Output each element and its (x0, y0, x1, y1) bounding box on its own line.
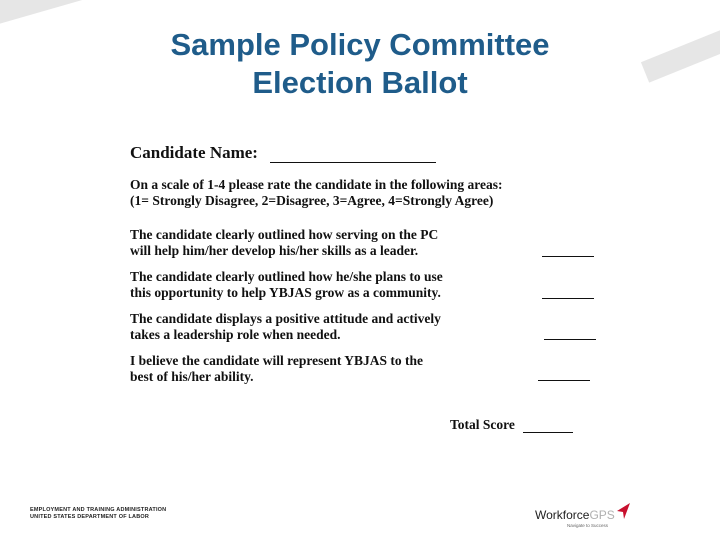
rating-item-line: this opportunity to help YBJAS grow as a community. (130, 285, 441, 300)
eta-footer (30, 507, 166, 521)
rating-item-text (130, 353, 530, 385)
rating-item-3 (130, 311, 600, 343)
ballot-form (130, 143, 600, 432)
total-score-label: Total Score (450, 417, 515, 432)
rating-instructions (130, 177, 600, 209)
dol-name: UNITED STATES DEPARTMENT OF LABOR (30, 514, 150, 520)
rating-item-text (130, 269, 530, 301)
rating-item-line: takes a leadership role when needed. (130, 327, 341, 342)
rating-blank (538, 380, 590, 381)
rating-item-line: The candidate clearly outlined how serving on the PC (130, 227, 439, 242)
logo-wordmark (535, 508, 615, 522)
workforce-gps-logo (535, 502, 635, 532)
compass-arrow-icon (615, 502, 631, 520)
candidate-name-row (130, 143, 600, 163)
rating-item-line: The candidate clearly outlined how he/she plans to use (130, 269, 443, 284)
candidate-name-blank (270, 146, 436, 163)
rating-item-text (130, 227, 530, 259)
logo-suffix-text: GPS (589, 508, 615, 522)
rating-item-2 (130, 269, 600, 301)
rating-item-1 (130, 227, 600, 259)
rating-blank (542, 298, 594, 299)
eta-name: EMPLOYMENT AND TRAINING ADMINISTRATION (30, 507, 167, 513)
rating-blank (544, 339, 596, 340)
instructions-line-2: (1= Strongly Disagree, 2=Disagree, 3=Agree, 4=Strongly Agree) (130, 193, 494, 208)
rating-item-line: I believe the candidate will represent YBJAS to the (130, 353, 423, 368)
total-score-row (450, 417, 573, 433)
candidate-name-label: Candidate Name: (130, 143, 258, 162)
rating-blank (542, 256, 594, 257)
logo-main-text: Workforce (535, 508, 590, 522)
rating-item-4 (130, 353, 600, 385)
rating-item-line: will help him/her develop his/her skills as a leader. (130, 243, 419, 258)
instructions-line-1: On a scale of 1-4 please rate the candidate in the following areas: (130, 177, 503, 192)
slide-title (0, 26, 720, 102)
logo-tagline: Navigate to Success (567, 523, 609, 528)
total-score-blank (523, 420, 573, 433)
rating-item-text (130, 311, 530, 343)
rating-item-line: The candidate displays a positive attitude and actively (130, 311, 441, 326)
slide-title-line-2: Election Ballot (252, 65, 468, 100)
slide-title-line-1: Sample Policy Committee (170, 27, 550, 62)
rating-item-line: best of his/her ability. (130, 369, 254, 384)
